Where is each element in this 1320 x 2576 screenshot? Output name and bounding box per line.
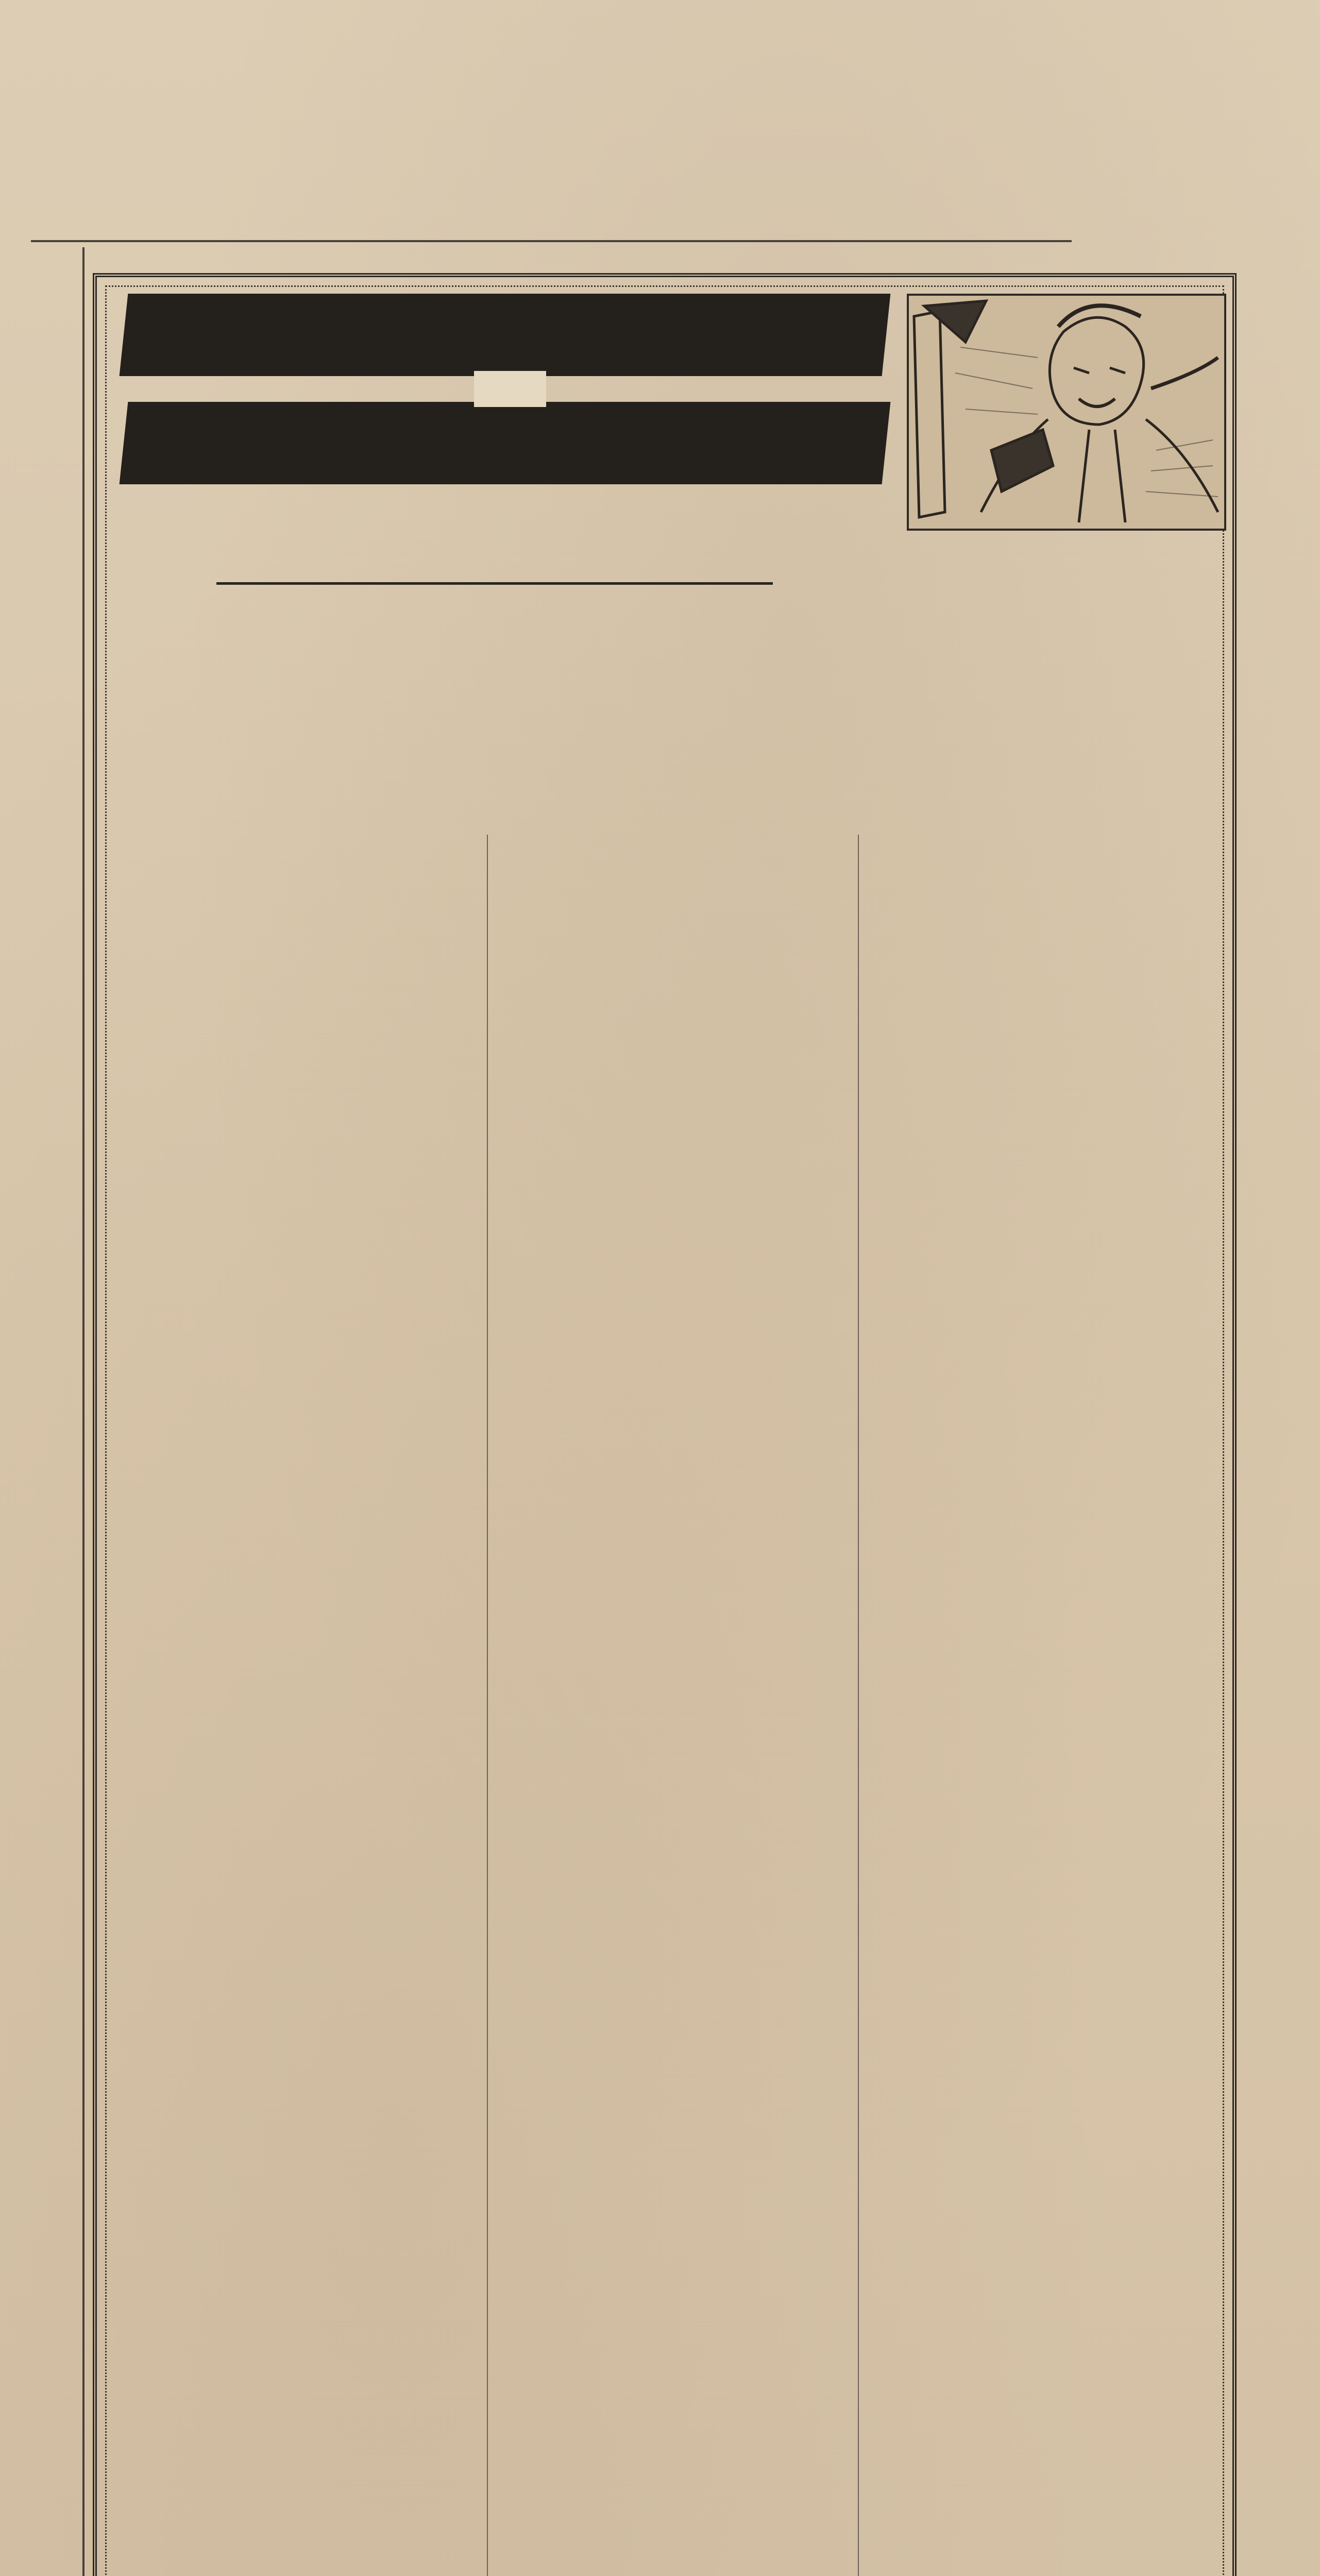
author-signature bbox=[227, 474, 690, 536]
left-column-strip bbox=[21, 247, 84, 2576]
header-rule bbox=[31, 240, 1072, 242]
warrior-illustration bbox=[909, 296, 1224, 529]
banner-bar-bottom bbox=[120, 402, 891, 484]
column-separator bbox=[858, 835, 859, 2576]
article-column-2 bbox=[495, 835, 850, 2576]
article-column-1 bbox=[124, 835, 479, 2576]
banner-conjunction bbox=[474, 371, 546, 407]
series-rule bbox=[216, 582, 773, 585]
series-title bbox=[216, 536, 783, 582]
newspaper-name bbox=[1077, 222, 1293, 252]
illustration-image bbox=[907, 294, 1226, 531]
column-separator bbox=[487, 835, 488, 2576]
title-banner bbox=[124, 294, 886, 489]
continued-line bbox=[866, 2568, 1221, 2576]
banner-bar-top bbox=[120, 294, 891, 376]
article-column-3 bbox=[866, 835, 1221, 2576]
